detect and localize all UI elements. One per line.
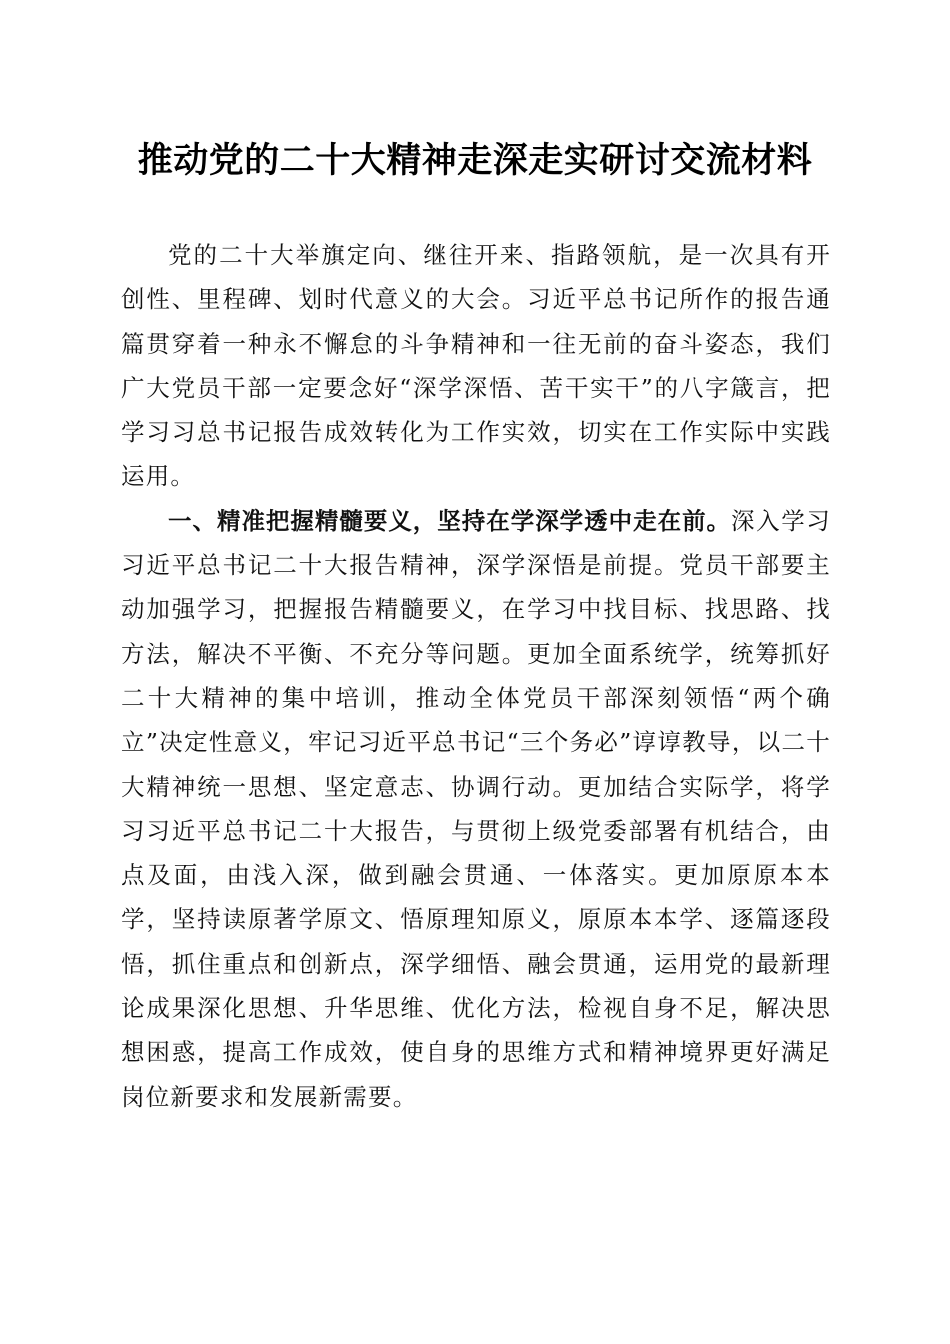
- section-one-text: 深入学习习近平总书记二十大报告精神，深学深悟是前提。党员干部要主动加强学习，把握报告精髓要义，在学习中找目标、找思路、找方法，解决不平衡、不充分等问题。更加全面系统学，统筹抓好二十大精神的集中培训，推动全体党员干部深刻领悟“两个确立”决定性意义，牢记习近平总书记“三个务必”谆谆教导，以二十大精神统一思想、坚定意志、协调行动。更加结合实际学，将学习习近平总书记二十大报告，与贯彻上级党委部署有机结合，由点及面，由浅入深，做到融会贯通、一体落实。更加原原本本学，坚持读原著学原文、悟原理知原义，原原本本学、逐篇逐段悟，抓住重点和创新点，深学细悟、融会贯通，运用党的最新理论成果深化思想、升华思维、优化方法，检视自身不足，解决思想困惑，提高工作成效，使自身的思维方式和精神境界更好满足岗位新要求和发展新需要。: [121, 506, 831, 1111]
- document-title: 推动党的二十大精神走深走实研讨交流材料: [137, 141, 813, 181]
- section-one-paragraph: [121, 499, 831, 1119]
- intro-paragraph: [121, 233, 831, 499]
- document-body: [121, 233, 831, 1119]
- intro-paragraph-text: 党的二十大举旗定向、继往开来、指路领航，是一次具有开创性、里程碑、划时代意义的大会。习近平总书记所作的报告通篇贯穿着一种永不懈怠的斗争精神和一往无前的奋斗姿态，我们广大党员干部一定要念好“深学深悟、苦干实干”的八字箴言，把学习习总书记报告成效转化为工作实效，切实在工作实际中实践运用。: [121, 241, 831, 491]
- section-one-heading: 一、精准把握精髓要义，坚持在学深学透中走在前。: [168, 506, 732, 535]
